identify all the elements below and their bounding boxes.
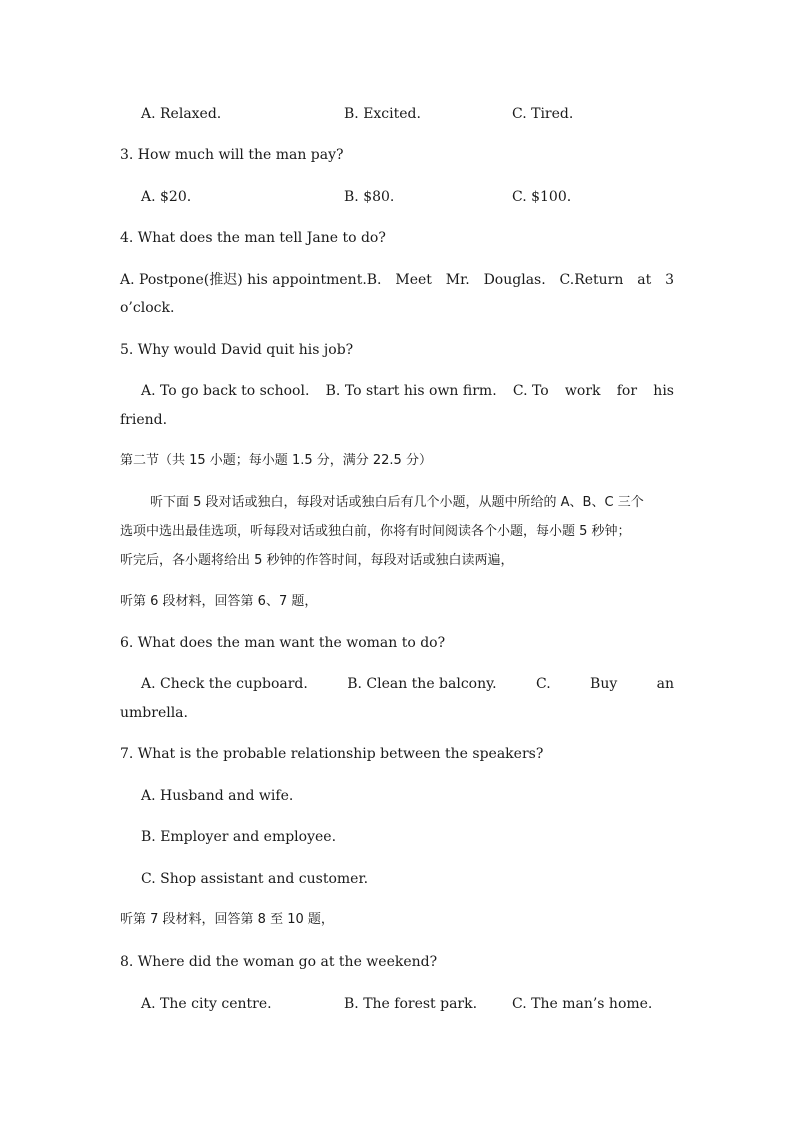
q6-options-line2: umbrella. xyxy=(120,705,188,721)
q4-word: 3 xyxy=(665,272,674,288)
section2-heading: 第二节（共 15 小题；每小题 1.5 分，满分 22.5 分） xyxy=(120,453,432,468)
q6-word: A. Check the cupboard. xyxy=(141,676,308,692)
section2-instruction-line1: 听下面 5 段对话或独白，每段对话或独白后有几个小题，从题中所给的 A、B、C 三个 xyxy=(150,495,644,510)
q4-word: C.Return xyxy=(559,272,624,288)
q7-option-c: C. Shop assistant and customer. xyxy=(141,871,369,887)
q3-option-b: B. $80. xyxy=(344,189,395,205)
q5-options-line1 xyxy=(141,381,674,401)
q5-word: C. To xyxy=(512,383,549,399)
section2-instruction-line2: 选项中选出最佳选项，听每段对话或独白前，你将有时间阅读各个小题，每小题 5 秒钟； xyxy=(120,524,631,539)
q5-word: A. To go back to school. xyxy=(141,383,310,399)
q4-word: Mr. xyxy=(445,272,470,288)
q5-stem: 5. Why would David quit his job? xyxy=(120,342,354,358)
q4-options-line1 xyxy=(120,270,674,290)
q5-word: his xyxy=(653,383,674,399)
q4-word: Meet xyxy=(395,272,432,288)
q4-stem: 4. What does the man tell Jane to do? xyxy=(120,230,386,246)
q8-stem: 8. Where did the woman go at the weekend? xyxy=(120,954,438,970)
section2-instruction-line3: 听完后，各小题将给出 5 秒钟的作答时间，每段对话或独白读两遍， xyxy=(120,553,514,568)
q1-option-a: A. Relaxed. xyxy=(141,106,222,122)
q1-option-b: B. Excited. xyxy=(344,106,421,122)
q3-stem: 3. How much will the man pay? xyxy=(120,147,344,163)
q6-options-line1 xyxy=(141,674,674,694)
q6-word: an xyxy=(656,676,674,692)
passage7-intro: 听第 7 段材料，回答第 8 至 10 题， xyxy=(120,912,334,927)
q5-word: B. To start his own firm. xyxy=(325,383,497,399)
q8-option-a: A. The city centre. xyxy=(141,996,272,1012)
q5-word: for xyxy=(616,383,638,399)
q4-options-line2: o’clock. xyxy=(120,300,175,316)
q6-word: Buy xyxy=(590,676,618,692)
q7-option-b: B. Employer and employee. xyxy=(141,829,337,845)
passage6-intro: 听第 6 段材料，回答第 6、7 题， xyxy=(120,594,318,609)
q3-option-a: A. $20. xyxy=(141,189,192,205)
q4-word: A. Postpone(推迟) his appointment.B. xyxy=(120,272,382,288)
q3-option-c: C. $100. xyxy=(512,189,572,205)
q5-word: work xyxy=(564,383,601,399)
q1-option-c: C. Tired. xyxy=(512,106,574,122)
q7-option-a: A. Husband and wife. xyxy=(141,788,294,804)
q6-stem: 6. What does the man want the woman to do? xyxy=(120,635,446,651)
q6-word: B. Clean the balcony. xyxy=(347,676,497,692)
q5-options-line2: friend. xyxy=(120,412,168,428)
q6-word: C. xyxy=(536,676,551,692)
q7-stem: 7. What is the probable relationship between the speakers? xyxy=(120,746,544,762)
q8-option-c: C. The man’s home. xyxy=(512,996,653,1012)
q4-word: Douglas. xyxy=(483,272,546,288)
q8-option-b: B. The forest park. xyxy=(344,996,478,1012)
q4-word: at xyxy=(637,272,652,288)
